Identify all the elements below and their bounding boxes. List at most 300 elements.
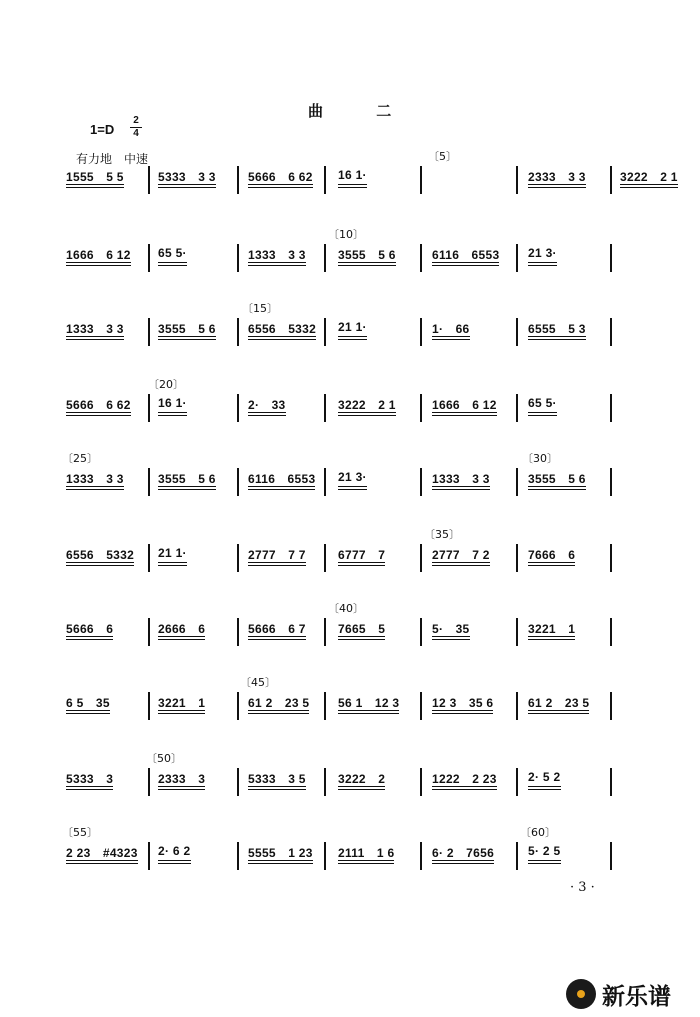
measure-notes [66,546,134,563]
score-line [0,752,700,810]
underline-beam [158,187,216,188]
notes-text: 6777 7 [338,548,386,562]
barline [324,618,326,646]
measure-notes [338,246,396,263]
underline-beam [338,863,394,864]
score-line [0,602,700,660]
measure-notes [66,844,138,861]
underline-beam [432,339,470,340]
rehearsal-mark: 〔25〕 [62,452,98,465]
underline-beam [158,184,216,185]
underline-beam [528,184,586,185]
underline-beam [248,860,313,861]
rehearsal-mark: 〔15〕 [242,302,278,315]
notes-text: 1333 3 3 [66,322,124,336]
notes-text: 2333 3 3 [528,170,586,184]
underline-beam [528,639,575,640]
rehearsal-mark: 〔35〕 [424,528,460,541]
measure-notes [528,546,575,563]
underline-beam [248,786,306,787]
barline [420,618,422,646]
underline-beam [158,262,187,263]
underline-beam [158,639,205,640]
notes-text: 61 2 23 5 [248,696,310,710]
notes-text: 1555 5 5 [66,170,124,184]
underline-beam [338,789,385,790]
underline-beam [432,639,470,640]
underline-beam [66,184,124,185]
underline-beam [158,336,216,337]
underline-beam [158,713,205,714]
measure-notes [248,246,306,263]
underline-beam [432,565,490,566]
measure-notes [66,246,131,263]
barline [237,544,239,572]
barline [148,544,150,572]
underline-beam [620,187,678,188]
underline-beam [158,863,191,864]
underline-beam [432,789,497,790]
measure-notes [66,168,124,185]
measure-notes [248,168,313,185]
barline [610,318,612,346]
measure-notes [338,546,385,563]
measure-notes [248,844,313,861]
underline-beam [338,412,396,413]
notes-text: 1666 6 12 [432,398,497,412]
underline-beam [158,415,187,416]
underline-beam [432,710,493,711]
measure-notes [66,320,124,337]
notes-text: 1666 6 12 [66,248,131,262]
underline-beam [158,860,191,861]
underline-beam [528,489,586,490]
rehearsal-mark: 〔55〕 [62,826,98,839]
underline-beam [248,412,286,413]
barline [420,768,422,796]
notes-text: 12 3 35 6 [432,696,494,710]
notes-text: 2· 6 2 [158,844,191,858]
barline [324,768,326,796]
score-line [0,676,700,734]
notes-text: 61 2 23 5 [528,696,590,710]
notes-text: 21 1· [338,320,367,334]
notes-text: 2666 6 [158,622,206,636]
barline [148,166,150,194]
underline-beam [432,562,490,563]
underline-beam [432,636,470,637]
measure-notes [158,168,216,185]
barline [516,842,518,870]
measure-notes [528,620,575,637]
underline-beam [338,636,385,637]
underline-beam [248,863,313,864]
underline-beam [66,639,113,640]
notes-text: 5666 6 [66,622,114,636]
measure-notes [528,396,557,410]
underline-beam [248,713,309,714]
underline-beam [338,489,367,490]
notes-text: 5· 2 5 [528,844,561,858]
measure-notes [66,620,113,637]
notes-text: 7665 5 [338,622,386,636]
notes-text: 5333 3 5 [248,772,306,786]
barline [148,842,150,870]
notes-text: 56 1 12 3 [338,696,400,710]
measure-notes [158,770,205,787]
underline-beam [66,265,131,266]
key-signature: 1=D [90,122,115,137]
underline-beam [248,562,306,563]
underline-beam [66,339,124,340]
underline-beam [248,789,306,790]
measure-notes [338,470,367,484]
measure-notes [432,620,470,637]
notes-text: 5333 3 [66,772,114,786]
barline [420,318,422,346]
underline-beam [528,860,561,861]
measure-notes [432,694,493,711]
underline-beam [248,262,306,263]
meter-top: 2 [133,115,139,126]
underline-beam [338,786,385,787]
notes-text: 5666 6 62 [248,170,313,184]
underline-beam [528,339,586,340]
underline-beam [338,339,367,340]
barline [420,394,422,422]
barline [610,768,612,796]
barline [148,468,150,496]
notes-text: 16 1· [338,168,367,182]
measure-notes [432,844,494,861]
underline-beam [338,265,396,266]
measure-notes [248,546,306,563]
barline [516,768,518,796]
underline-beam [528,412,557,413]
barline [420,544,422,572]
barline [610,166,612,194]
barline [420,166,422,194]
measure-notes [528,694,589,711]
underline-beam [66,565,134,566]
underline-beam [432,415,497,416]
measure-notes [528,770,561,784]
notes-text: 1333 3 3 [432,472,490,486]
measure-notes [248,694,309,711]
notes-text: 6· 2 7656 [432,846,495,860]
underline-beam [66,863,138,864]
notes-text: 3555 5 6 [158,322,216,336]
underline-beam [248,184,313,185]
notes-text: 3222 2 [338,772,386,786]
rehearsal-mark: 〔40〕 [328,602,364,615]
notes-text: 2777 7 7 [248,548,306,562]
notes-text: 6 5 35 [66,696,110,710]
underline-beam [248,486,315,487]
rehearsal-mark: 〔10〕 [328,228,364,241]
barline [237,618,239,646]
notes-text: 6116 6553 [248,472,316,486]
notes-text: 5666 6 62 [66,398,131,412]
notes-text: 3555 5 6 [528,472,586,486]
barline [610,618,612,646]
notes-text: 1222 2 23 [432,772,497,786]
underline-beam [338,639,385,640]
underline-beam [432,863,494,864]
barline [324,166,326,194]
page-number: · 3 · [570,880,595,895]
underline-beam [432,412,497,413]
measure-notes [158,844,191,858]
underline-beam [338,710,399,711]
measure-notes [248,770,306,787]
notes-text: 2· 5 2 [528,770,561,784]
notes-text: 21 3· [528,246,557,260]
notes-text: 5· 35 [432,622,470,636]
notes-text: 21 1· [158,546,187,560]
rehearsal-mark: 〔60〕 [520,826,556,839]
barline [324,394,326,422]
barline [148,244,150,272]
underline-beam [338,860,394,861]
underline-beam [248,339,316,340]
underline-beam [158,412,187,413]
underline-beam [432,713,493,714]
barline [324,842,326,870]
underline-beam [528,562,575,563]
underline-beam [66,486,124,487]
underline-beam [248,489,315,490]
measure-notes [248,396,286,413]
barline [237,692,239,720]
notes-text: 2333 3 [158,772,206,786]
underline-beam [432,486,490,487]
underline-beam [248,187,313,188]
measure-notes [338,620,385,637]
barline [324,692,326,720]
underline-beam [66,489,124,490]
underline-beam [158,339,216,340]
measure-notes [338,168,367,182]
underline-beam [338,486,367,487]
underline-beam [158,636,205,637]
barline [610,544,612,572]
barline [237,394,239,422]
measure-notes [158,620,205,637]
notes-text: 3555 5 6 [338,248,396,262]
underline-beam [248,565,306,566]
underline-beam [528,262,557,263]
measure-notes [338,844,394,861]
underline-beam [66,713,110,714]
notes-text: 21 3· [338,470,367,484]
barline [148,618,150,646]
underline-beam [528,415,557,416]
measure-notes [338,320,367,334]
score-line [0,228,700,286]
underline-beam [432,336,470,337]
underline-beam [158,786,205,787]
measure-notes [432,396,497,413]
underline-beam [528,187,586,188]
notes-text: 3221 1 [158,696,206,710]
notes-text: 3555 5 6 [158,472,216,486]
measure-notes [338,396,396,413]
measure-notes [528,320,586,337]
underline-beam [528,789,561,790]
underline-beam [66,786,113,787]
underline-beam [66,789,113,790]
measure-notes [432,470,490,487]
notes-text: 3222 2 1 [338,398,396,412]
measure-notes [338,770,385,787]
barline [237,468,239,496]
underline-beam [66,187,124,188]
underline-beam [338,562,385,563]
barline [148,394,150,422]
notes-text: 16 1· [158,396,187,410]
underline-beam [158,265,187,266]
measure-notes [432,246,499,263]
underline-beam [158,710,205,711]
underline-beam [248,336,316,337]
measure-notes [528,470,586,487]
notes-text: 2 23 #4323 [66,846,138,860]
measure-notes [528,844,561,858]
underline-beam [528,863,561,864]
notes-text: 5666 6 7 [248,622,306,636]
underline-beam [158,489,216,490]
barline [610,394,612,422]
notes-text: 3222 2 1 [620,170,678,184]
underline-beam [158,565,187,566]
barline [420,244,422,272]
notes-text: 65 5· [158,246,187,260]
underline-beam [620,184,678,185]
barline [516,318,518,346]
barline [516,692,518,720]
barline [610,468,612,496]
underline-beam [432,262,499,263]
measure-notes [248,470,315,487]
barline [148,768,150,796]
measure-notes [66,470,124,487]
measure-notes [66,396,131,413]
underline-beam [66,860,138,861]
measure-notes [620,168,678,185]
barline [148,692,150,720]
score-line [0,302,700,360]
barline [516,544,518,572]
underline-beam [528,265,557,266]
notes-text: 6555 5 3 [528,322,586,336]
score-line [0,452,700,510]
underline-beam [338,184,367,185]
notes-text: 1333 3 3 [66,472,124,486]
rehearsal-mark: 〔20〕 [148,378,184,391]
underline-beam [528,710,589,711]
notes-text: 2777 7 2 [432,548,490,562]
barline [516,468,518,496]
underline-beam [338,187,367,188]
measure-notes [248,620,306,637]
underline-beam [528,636,575,637]
barline [237,318,239,346]
notes-text: 6116 6553 [432,248,500,262]
underline-beam [248,639,306,640]
barline [324,318,326,346]
underline-beam [248,710,309,711]
measure-notes [432,770,497,787]
underline-beam [66,710,110,711]
underline-beam [248,415,286,416]
score-line [0,826,700,884]
meter-bottom: 4 [133,128,139,139]
notes-text: 5333 3 3 [158,170,216,184]
underline-beam [66,412,131,413]
underline-beam [528,486,586,487]
rehearsal-mark: 〔50〕 [146,752,182,765]
score-line [0,378,700,436]
barline [516,166,518,194]
measure-notes [66,770,113,787]
measure-notes [528,168,586,185]
barline [237,244,239,272]
barline [516,394,518,422]
barline [420,842,422,870]
notes-text: 2· 33 [248,398,286,412]
score-title: 曲 二 [308,102,416,120]
underline-beam [66,336,124,337]
measure-notes [528,246,557,260]
underline-beam [528,786,561,787]
underline-beam [338,713,399,714]
notes-text: 6556 5332 [248,322,317,336]
site-logo [566,976,692,1012]
tempo-marking: 有力地 中速 [76,152,149,166]
logo-text: 新乐谱 [602,983,671,1010]
notes-text: 65 5· [528,396,557,410]
underline-beam [432,860,494,861]
rehearsal-mark: 〔5〕 [428,150,457,163]
measure-notes [158,546,187,560]
underline-beam [338,336,367,337]
underline-beam [158,562,187,563]
barline [148,318,150,346]
barline [420,692,422,720]
underline-beam [66,415,131,416]
barline [237,166,239,194]
notes-text: 3221 1 [528,622,576,636]
vinyl-disc-icon [566,979,596,1009]
underline-beam [248,636,306,637]
rehearsal-mark: 〔30〕 [522,452,558,465]
underline-beam [528,565,575,566]
measure-notes [248,320,316,337]
measure-notes [158,470,216,487]
notes-text: 6556 5332 [66,548,135,562]
underline-beam [248,265,306,266]
barline [237,842,239,870]
measure-notes [158,396,187,410]
barline [237,768,239,796]
measure-notes [66,694,110,711]
underline-beam [528,713,589,714]
notes-text: 1· 66 [432,322,470,336]
barline [516,244,518,272]
rehearsal-mark: 〔45〕 [240,676,276,689]
underline-beam [158,789,205,790]
